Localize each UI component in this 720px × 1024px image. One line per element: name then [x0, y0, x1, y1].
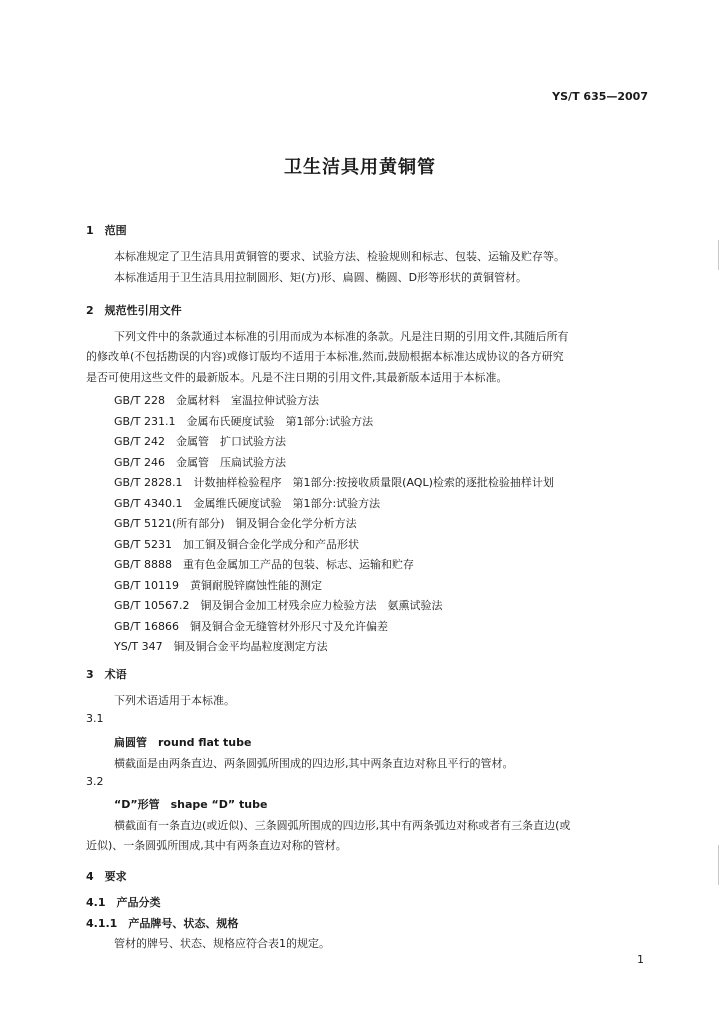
reference-item: GB/T 228 金属材料 室温拉伸试验方法 [114, 394, 319, 407]
reference-item: GB/T 10119 黄铜耐脱锌腐蚀性能的测定 [114, 578, 322, 592]
term-3-2-definition-line-1: 横截面有一条直边(或近似)、三条圆弧所围成的四边形,其中有两条弧边对称或者有三条直边(或 [114, 819, 571, 832]
reference-item: YS/T 347 铜及铜合金平均晶粒度测定方法 [114, 640, 328, 653]
section-4-1-heading: 4.1 产品分类 [86, 896, 161, 909]
term-3-1-number: 3.1 [86, 712, 104, 725]
term-3-2-definition-line-2: 近似)、一条圆弧所围成,其中有两条直边对称的管材。 [86, 839, 347, 852]
reference-item: GB/T 5231 加工铜及铜合金化学成分和产品形状 [114, 537, 359, 551]
section-1-paragraph-2: 本标准适用于卫生洁具用拉制圆形、矩(方)形、扁圆、椭圆、D形等形状的黄铜管材。 [114, 271, 528, 284]
term-3-1-definition: 横截面是由两条直边、两条圆弧所围成的四边形,其中两条直边对称且平行的管材。 [114, 757, 514, 770]
reference-item: GB/T 5121(所有部分) 铜及铜合金化学分析方法 [114, 517, 357, 530]
reference-item: GB/T 10567.2 铜及铜合金加工材残余应力检验方法 氨熏试验法 [114, 599, 443, 612]
term-3-2-title: “D”形管 shape “D” tube [114, 798, 268, 811]
document-title: 卫生洁具用黄铜管 [284, 157, 436, 178]
term-3-2-number: 3.2 [86, 775, 104, 788]
reference-item: GB/T 16866 铜及铜合金无缝管材外形尺寸及允许偏差 [114, 619, 388, 633]
section-4-1-1-text: 管材的牌号、状态、规格应符合表1的规定。 [114, 937, 330, 950]
section-4-heading: 4 要求 [86, 870, 127, 883]
scan-edge-mark [718, 240, 719, 270]
reference-item: GB/T 246 金属管 压扁试验方法 [114, 455, 286, 469]
standard-number: YS/T 635—2007 [552, 90, 648, 103]
section-1-heading: 1 范围 [86, 224, 127, 237]
section-4-1-1-heading: 4.1.1 产品牌号、状态、规格 [86, 917, 239, 930]
section-1-paragraph-1: 本标准规定了卫生洁具用黄铜管的要求、试验方法、检验规则和标志、包装、运输及贮存等。 [114, 250, 565, 263]
section-3-heading: 3 术语 [86, 668, 127, 681]
reference-item: GB/T 8888 重有色金属加工产品的包装、标志、运输和贮存 [114, 558, 414, 571]
section-2-intro-line-1: 下列文件中的条款通过本标准的引用而成为本标准的条款。凡是注日期的引用文件,其随后所有 [114, 330, 569, 343]
page-number: 1 [637, 953, 644, 966]
scan-edge-mark [718, 845, 719, 885]
section-2-heading: 2 规范性引用文件 [86, 304, 182, 317]
reference-item: GB/T 4340.1 金属维氏硬度试验 第1部分:试验方法 [114, 496, 381, 510]
reference-item: GB/T 242 金属管 扩口试验方法 [114, 435, 286, 448]
term-3-1-title: 扁圆管 round flat tube [114, 736, 252, 749]
reference-item: GB/T 2828.1 计数抽样检验程序 第1部分:按接收质量限(AQL)检索的逐批检验抽样计划 [114, 476, 554, 489]
reference-item: GB/T 231.1 金属布氏硬度试验 第1部分:试验方法 [114, 414, 374, 428]
normative-reference-list [114, 391, 554, 658]
section-3-intro: 下列术语适用于本标准。 [114, 694, 235, 707]
section-2-intro-line-2: 的修改单(不包括勘误的内容)或修订版均不适用于本标准,然而,鼓励根据本标准达成协议的各方研究 [86, 350, 564, 363]
section-2-intro-line-3: 是否可使用这些文件的最新版本。凡是不注日期的引用文件,其最新版本适用于本标准。 [86, 371, 508, 384]
